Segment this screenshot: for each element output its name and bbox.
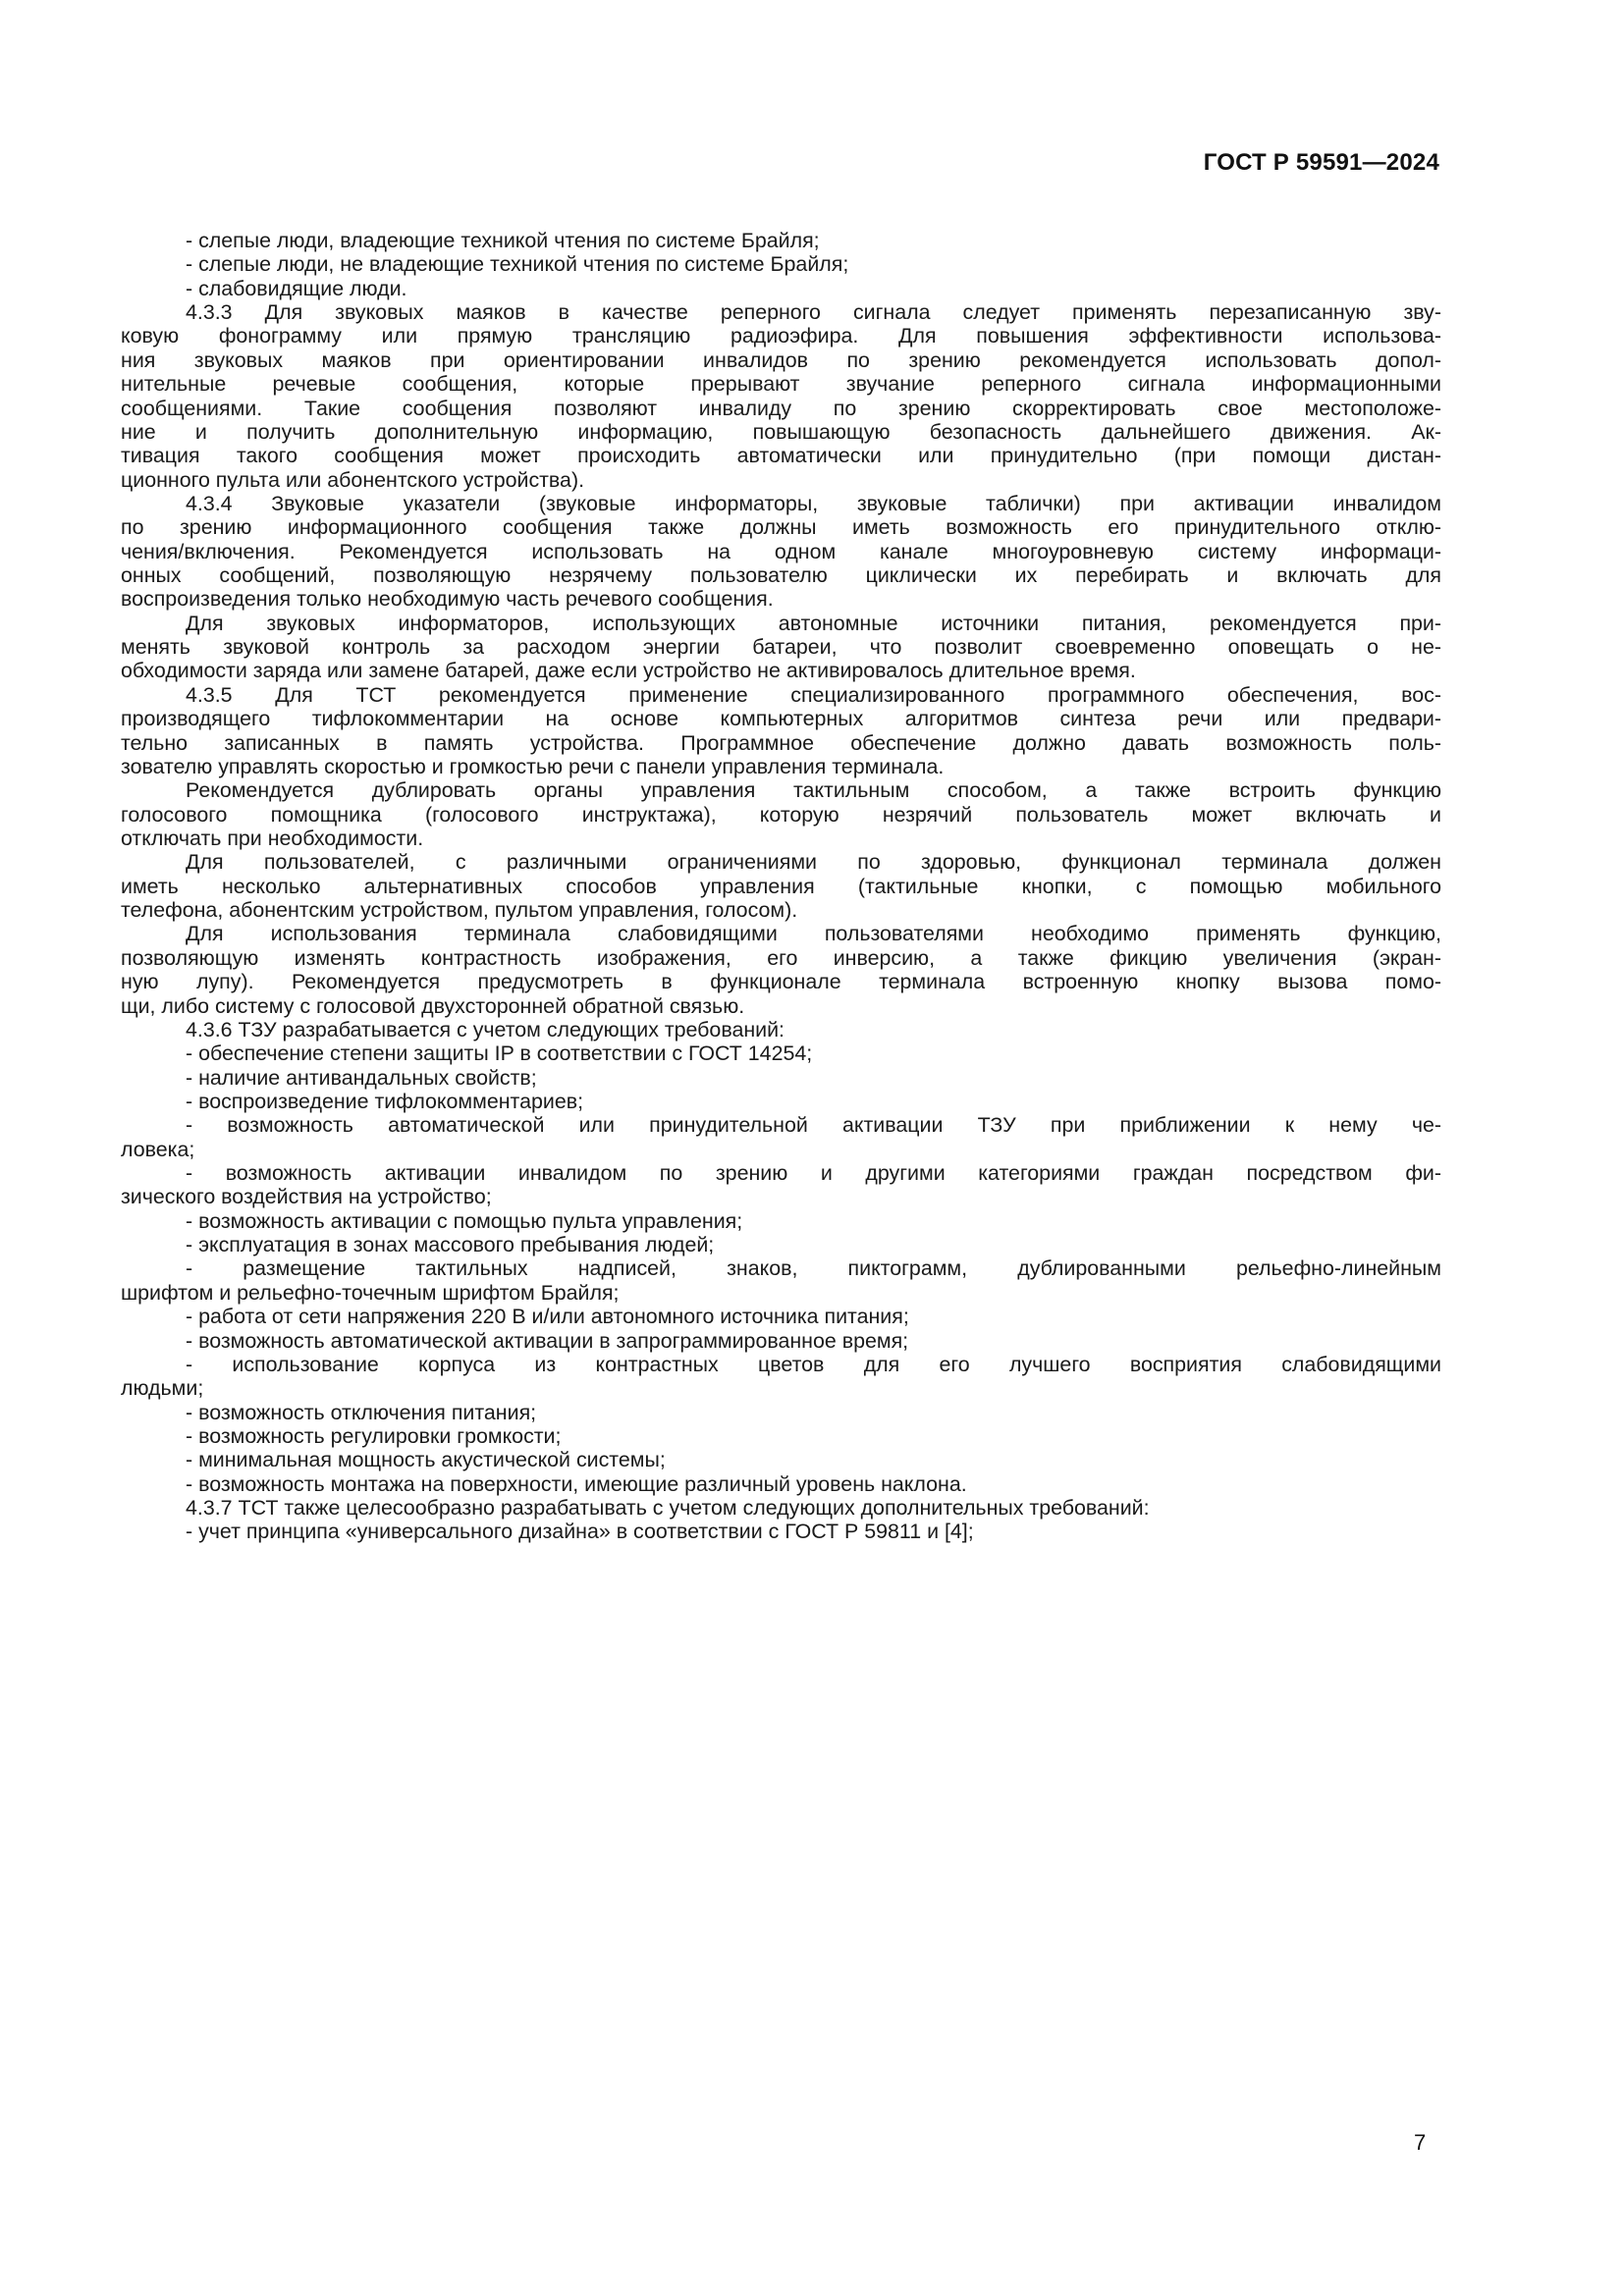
paragraph [121, 1209, 1441, 1233]
text-line: - возможность отключения питания; [186, 1400, 537, 1424]
text-line: тельно записанных в память устройства. Программное обеспечение должно давать возможность поль- [121, 730, 1441, 755]
paragraph [121, 492, 1441, 612]
text-line: иметь несколько альтернативных способов управления (тактильные кнопки, с помощью мобильного [121, 874, 1441, 898]
text-line: сообщениями. Такие сообщения позволяют инвалиду по зрению скорректировать свое местоположе- [121, 396, 1441, 420]
document-body [121, 229, 1441, 1544]
text-line: воспроизведения только необходимую часть речевого сообщения. [121, 587, 774, 612]
text-line: - использование корпуса из контрастных цветов для его лучшего восприятия слабовидящими [186, 1352, 1441, 1376]
text-line: 4.3.3 Для звуковых маяков в качестве реперного сигнала следует применять перезаписанную зву- [186, 300, 1441, 325]
text-line: - слепые люди, не владеющие техникой чтения по системе Брайля; [186, 252, 849, 277]
text-line: ционного пульта или абонентского устройства). [121, 467, 585, 492]
text-line: ковую фонограмму или прямую трансляцию радиоэфира. Для повышения эффективности использова- [121, 324, 1441, 348]
text-line: - наличие антивандальных свойств; [186, 1065, 537, 1090]
paragraph [121, 1018, 1441, 1041]
text-line: чения/включения. Рекомендуется использовать на одном канале многоуровневую систему информаци- [121, 539, 1441, 563]
text-line: по зрению информационного сообщения также должны иметь возможность его принудительного отклю- [121, 515, 1441, 540]
text-line: ние и получить дополнительную информацию, повышающую безопасность дальнейшего движения. Ак- [121, 419, 1441, 444]
text-line: - возможность активации инвалидом по зрению и другими категориями граждан посредством фи- [186, 1161, 1441, 1186]
text-line: - минимальная мощность акустической системы; [186, 1448, 666, 1472]
paragraph [121, 1305, 1441, 1328]
text-line: тивация такого сообщения может происходить автоматически или принудительно (при помощи дистан- [121, 444, 1441, 468]
paragraph [121, 1401, 1441, 1424]
text-line: зического воздействия на устройство; [121, 1185, 492, 1209]
text-line: производящего тифлокомментарии на основе компьютерных алгоритмов синтеза речи или предвари- [121, 707, 1441, 731]
paragraph [121, 1113, 1441, 1161]
text-line: зователю управлять скоростью и громкостью речи с панели управления терминала. [121, 754, 945, 778]
text-line: ную лупу). Рекомендуется предусмотреть в функционале терминала встроенную кнопку вызова помо- [121, 970, 1441, 994]
text-line: телефона, абонентским устройством, пультом управления, голосом). [121, 898, 798, 923]
paragraph [121, 612, 1441, 683]
text-line: 4.3.6 ТЗУ разрабатывается с учетом следующих требований: [186, 1017, 785, 1041]
text-line: - слабовидящие люди. [186, 276, 407, 300]
paragraph [121, 1041, 1441, 1065]
document-designation: ГОСТ Р 59591—2024 [1203, 149, 1439, 176]
text-line: - работа от сети напряжения 220 В и/или автономного источника питания; [186, 1305, 909, 1329]
text-line: 4.3.7 ТСТ также целесообразно разрабатывать с учетом следующих дополнительных требований: [186, 1496, 1150, 1521]
text-line: - возможность монтажа на поверхности, имеющие различный уровень наклона. [186, 1471, 967, 1496]
paragraph [121, 1353, 1441, 1401]
text-line: - слепые люди, владеющие техникой чтения по системе Брайля; [186, 229, 820, 252]
paragraph [121, 277, 1441, 300]
paragraph [121, 850, 1441, 922]
text-line: менять звуковой контроль за расходом энергии батареи, что позволит своевременно оповещать о не- [121, 635, 1441, 660]
paragraph [121, 1066, 1441, 1090]
text-line: шрифтом и рельефно-точечным шрифтом Брайля; [121, 1280, 620, 1305]
text-line: Для использования терминала слабовидящими пользователями необходимо применять функцию, [186, 922, 1441, 946]
paragraph [121, 1329, 1441, 1353]
paragraph [121, 229, 1441, 252]
text-line: ния звуковых маяков при ориентировании инвалидов по зрению рекомендуется использовать допол- [121, 347, 1441, 372]
text-line: щи, либо систему с голосовой двухсторонней обратной связью. [121, 993, 745, 1018]
text-line: 4.3.5 Для ТСТ рекомендуется применение специализированного программного обеспечения, вос- [186, 682, 1441, 707]
text-line: онных сообщений, позволяющую незрячему пользователю циклически их перебирать и включать для [121, 563, 1441, 588]
text-line: отключать при необходимости. [121, 826, 424, 850]
text-line: - размещение тактильных надписей, знаков, пиктограмм, дублированными рельефно-линейным [186, 1256, 1441, 1281]
text-line: - возможность регулировки громкости; [186, 1423, 562, 1448]
text-line: - обеспечение степени защиты IP в соответствии с ГОСТ 14254; [186, 1041, 813, 1066]
text-line: позволяющую изменять контрастность изображения, его инверсию, а также фикцию увеличения (экран- [121, 945, 1441, 970]
text-line: - возможность автоматической активации в запрограммированное время; [186, 1328, 909, 1353]
paragraph [121, 922, 1441, 1017]
text-line: - возможность активации с помощью пульта управления; [186, 1208, 743, 1233]
paragraph [121, 1520, 1441, 1543]
text-line: ловека; [121, 1137, 195, 1161]
text-line: - учет принципа «универсального дизайна» в соответствии с ГОСТ Р 59811 и [4]; [186, 1520, 974, 1544]
paragraph [121, 252, 1441, 276]
paragraph [121, 1161, 1441, 1209]
text-line: - возможность автоматической или принудительной активации ТЗУ при приближении к нему че- [186, 1113, 1441, 1138]
text-line: - воспроизведение тифлокомментариев; [186, 1089, 584, 1113]
paragraph [121, 683, 1441, 778]
paragraph [121, 778, 1441, 850]
paragraph [121, 1448, 1441, 1471]
page-number: 7 [1414, 2130, 1427, 2155]
paragraph [121, 1090, 1441, 1113]
text-line: нительные речевые сообщения, которые прерывают звучание реперного сигнала информационными [121, 372, 1441, 397]
text-line: 4.3.4 Звуковые указатели (звуковые информаторы, звуковые таблички) при активации инвалидом [186, 491, 1441, 515]
paragraph [121, 1233, 1441, 1256]
text-line: Для звуковых информаторов, использующих автономные источники питания, рекомендуется при- [186, 611, 1441, 635]
paragraph [121, 1424, 1441, 1448]
paragraph [121, 1472, 1441, 1496]
text-line: Рекомендуется дублировать органы управления тактильным способом, а также встроить функцию [186, 778, 1441, 803]
text-line: голосового помощника (голосового инструктажа), которую незрячий пользователь может включать и [121, 802, 1441, 827]
paragraph [121, 1256, 1441, 1305]
text-line: Для пользователей, с различными ограничениями по здоровью, функционал терминала должен [186, 850, 1441, 875]
paragraph [121, 1496, 1441, 1520]
paragraph [121, 300, 1441, 492]
text-line: обходимости заряда или замене батарей, даже если устройство не активировалось длительное время. [121, 659, 1136, 683]
text-line: людьми; [121, 1376, 204, 1401]
text-line: - эксплуатация в зонах массового пребывания людей; [186, 1233, 715, 1257]
